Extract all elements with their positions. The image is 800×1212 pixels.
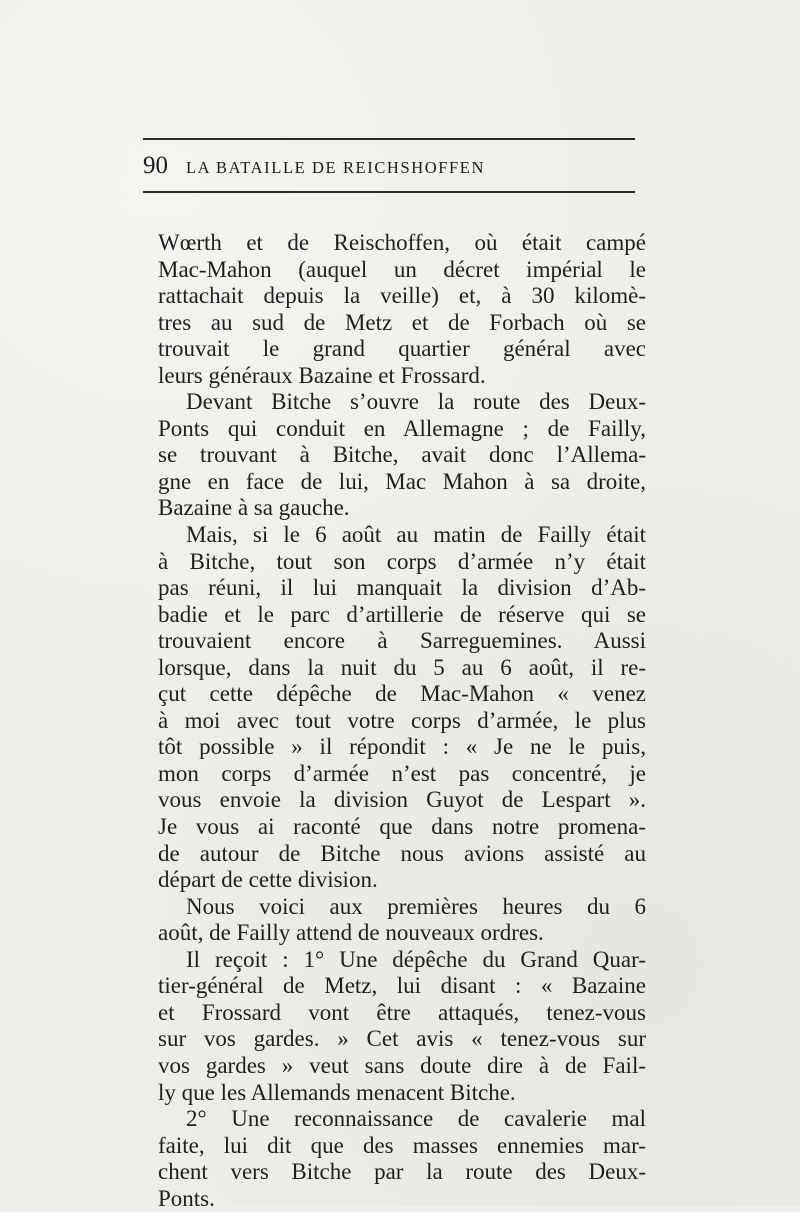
- text-line: trouvait le grand quartier général avec: [158, 336, 646, 362]
- page-number: 90: [143, 152, 168, 179]
- text-line: Je vous ai raconté que dans notre promena-: [158, 814, 646, 840]
- text-line: gne en face de lui, Mac Mahon à sa droite,: [158, 468, 646, 494]
- text-line: à moi avec tout votre corps d’armée, le plus: [158, 707, 646, 733]
- text-line: Il reçoit : 1° Une dépêche du Grand Quar-: [186, 946, 646, 972]
- text-line: Bazaine à sa gauche.: [158, 495, 350, 521]
- text-line: çut cette dépêche de Mac-Mahon « venez: [158, 681, 646, 707]
- text-line: mon corps d’armée n’est pas concentré, je: [158, 760, 646, 786]
- text-line: sur vos gardes. » Cet avis « tenez-vous sur: [158, 1026, 646, 1052]
- text-line: août, de Failly attend de nouveaux ordres.: [158, 920, 544, 946]
- text-line: tres au sud de Metz et de Forbach où se: [158, 309, 646, 335]
- text-line: Nous voici aux premières heures du 6: [186, 893, 646, 919]
- text-line: se trouvant à Bitche, avait donc l’Allema-: [158, 442, 646, 468]
- text-line: à Bitche, tout son corps d’armée n’y était: [158, 548, 646, 574]
- text-line: trouvaient encore à Sarreguemines. Aussi: [158, 628, 646, 654]
- text-line: pas réuni, il lui manquait la division d’Ab-: [158, 575, 646, 601]
- text-line: Ponts.: [158, 1185, 215, 1211]
- text-line: et Frossard vont être attaqués, tenez-vous: [158, 999, 646, 1025]
- page-header: [143, 152, 635, 182]
- text-line: leurs généraux Bazaine et Frossard.: [158, 362, 486, 388]
- text-line: de autour de Bitche nous avions assisté au: [158, 840, 646, 866]
- text-line: faite, lui dit que des masses ennemies mar-: [158, 1132, 646, 1158]
- body-text: [158, 230, 646, 1212]
- header-bottom-rule: [143, 191, 635, 193]
- text-line: Mais, si le 6 août au matin de Failly était: [186, 522, 646, 548]
- text-line: rattachait depuis la veille) et, à 30 kilomè-: [158, 283, 646, 309]
- text-line: Mac-Mahon (auquel un décret impérial le: [158, 256, 646, 282]
- text-line: lorsque, dans la nuit du 5 au 6 août, il re-: [158, 654, 646, 680]
- text-line: vous envoie la division Guyot de Lespart ».: [158, 787, 646, 813]
- text-line: badie et le parc d’artillerie de réserve qui se: [158, 601, 646, 627]
- text-line: tôt possible » il répondit : « Je ne le puis,: [158, 734, 646, 760]
- text-line: départ de cette division.: [158, 867, 378, 893]
- text-line: ly que les Allemands menacent Bitche.: [158, 1079, 516, 1105]
- text-line: vos gardes » veut sans doute dire à de Fail-: [158, 1052, 646, 1078]
- running-title: LA BATAILLE DE REICHSHOFFEN: [186, 158, 486, 177]
- text-line: Devant Bitche s’ouvre la route des Deux-: [186, 389, 646, 415]
- header-top-rule: [143, 138, 635, 140]
- text-line: tier-général de Metz, lui disant : « Bazaine: [158, 973, 646, 999]
- text-line: Wœrth et de Reischoffen, où était campé: [158, 230, 646, 255]
- text-line: 2° Une reconnaissance de cavalerie mal: [186, 1106, 646, 1132]
- text-line: chent vers Bitche par la route des Deux-: [158, 1159, 646, 1185]
- text-line: Ponts qui conduit en Allemagne ; de Failly,: [158, 415, 646, 441]
